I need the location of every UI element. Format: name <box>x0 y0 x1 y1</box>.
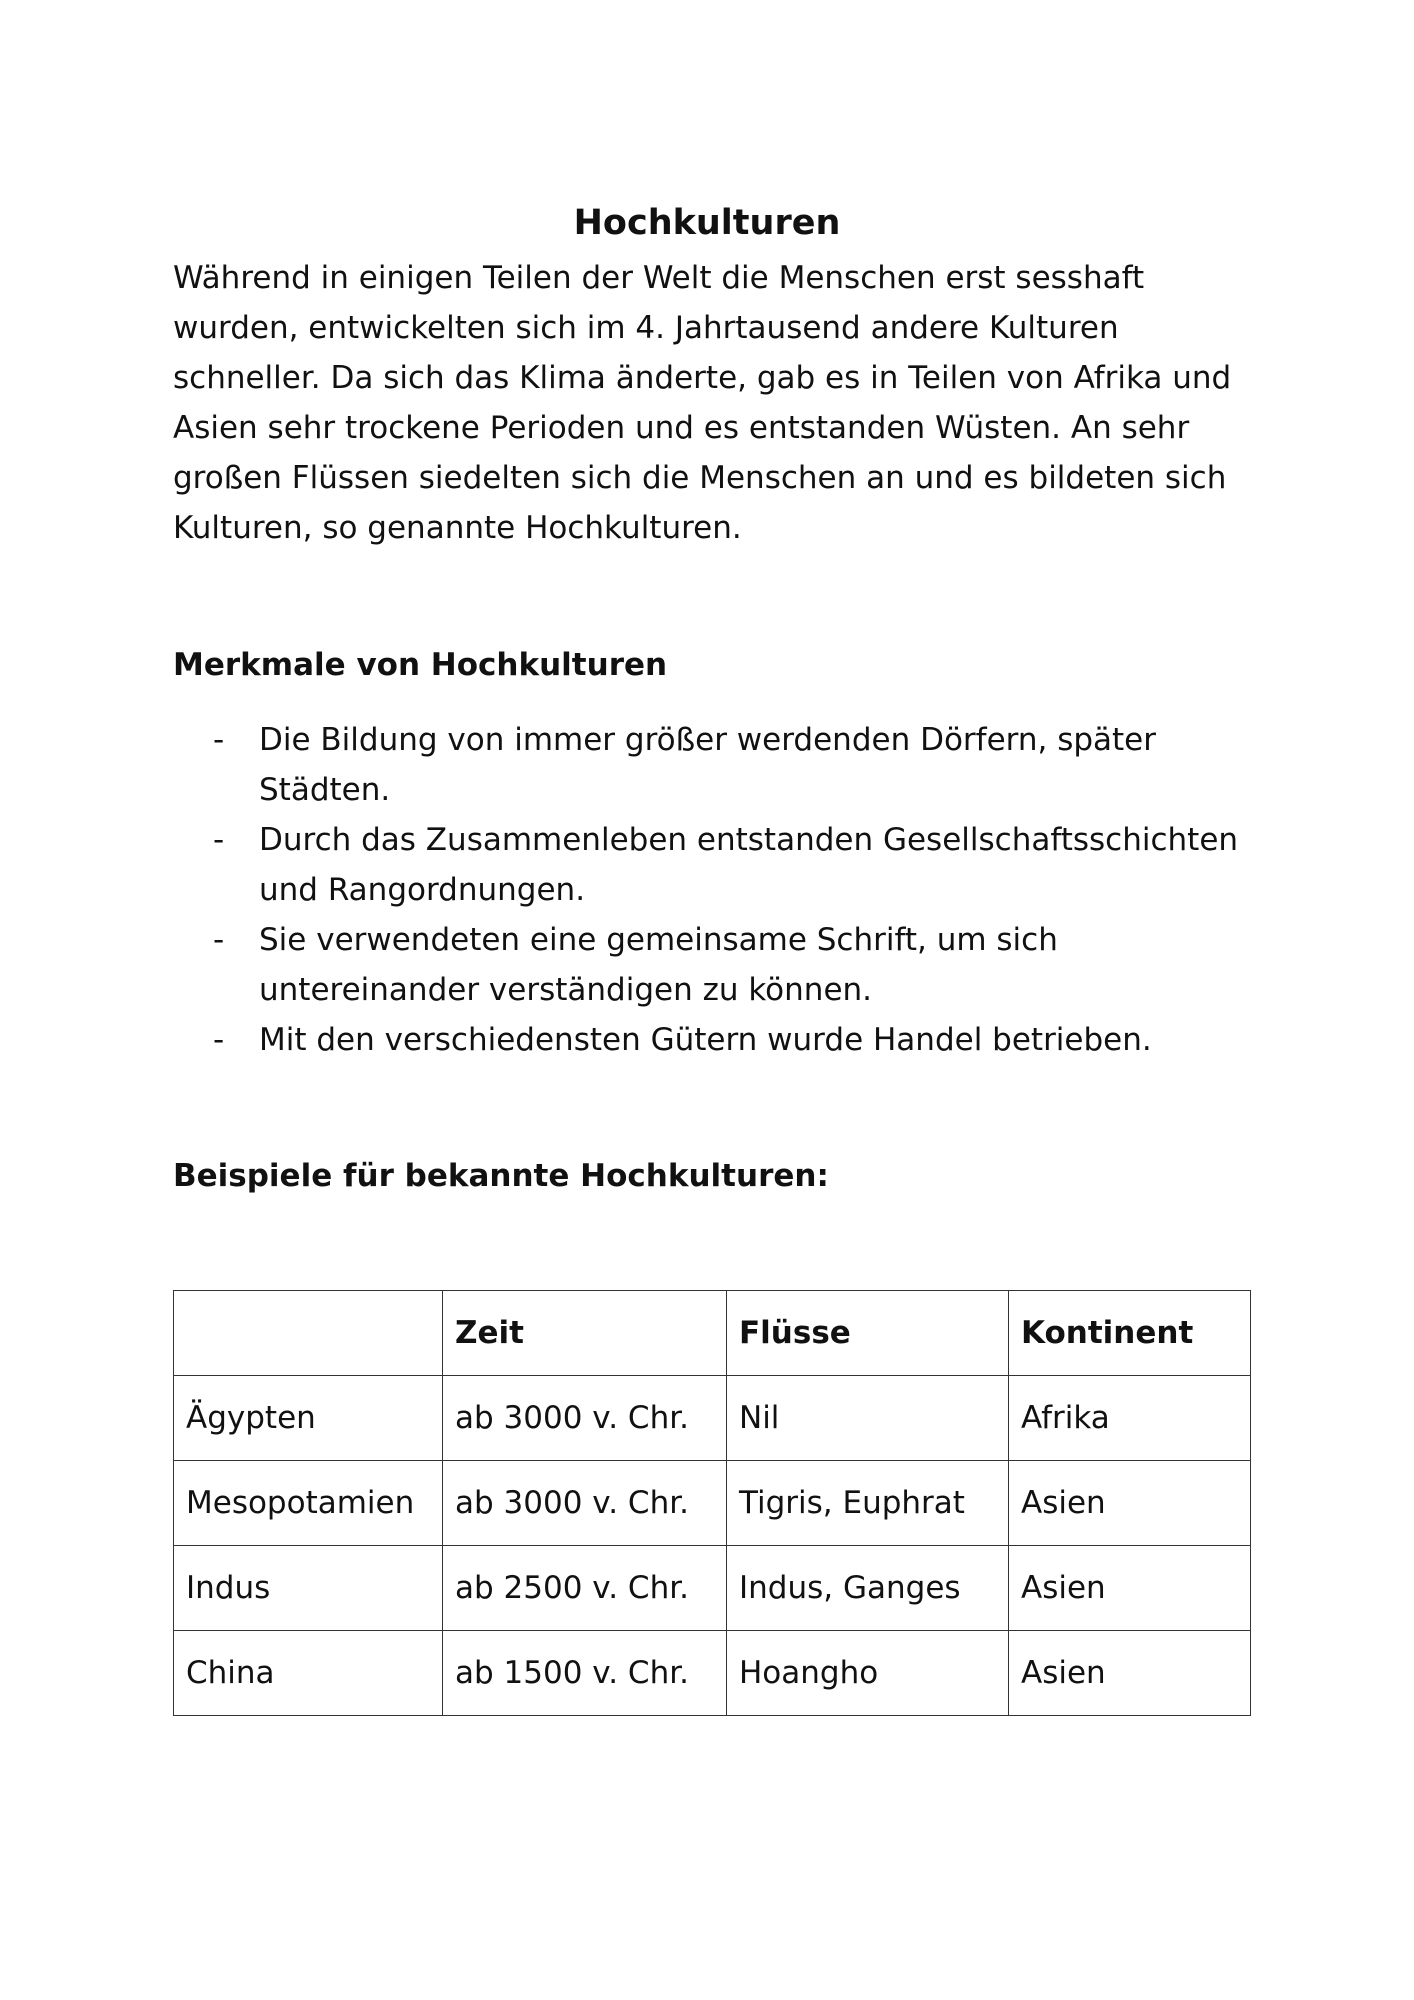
table-cell: Asien <box>1009 1461 1251 1546</box>
feature-item <box>173 815 1253 915</box>
feature-line: und Rangordnungen. <box>259 872 586 908</box>
table-cell: Asien <box>1009 1546 1251 1631</box>
feature-line: Mit den verschiedensten Gütern wurde Handel betrieben. <box>259 1022 1152 1058</box>
intro-line: schneller. Da sich das Klima änderte, gab es in Teilen von Afrika und <box>173 360 1232 396</box>
intro-line: Kulturen, so genannte Hochkulturen. <box>173 510 742 546</box>
feature-item <box>173 1015 1253 1065</box>
bullet-dash: - <box>213 1022 225 1058</box>
intro-line: Während in einigen Teilen der Welt die Menschen erst sesshaft <box>173 260 1145 296</box>
table-row <box>174 1461 1251 1546</box>
table-cell: Asien <box>1009 1631 1251 1716</box>
table-cell: Nil <box>727 1376 1009 1461</box>
table-cell: China <box>174 1631 443 1716</box>
table-cell: ab 2500 v. Chr. <box>443 1546 727 1631</box>
header-cell <box>174 1291 443 1376</box>
bullet-dash: - <box>213 922 225 958</box>
intro-line: großen Flüssen siedelten sich die Menschen an und es bildeten sich <box>173 460 1227 496</box>
feature-line: Sie verwendeten eine gemeinsame Schrift, um sich <box>259 922 1058 958</box>
table-header-row <box>174 1291 1251 1376</box>
table-cell: Tigris, Euphrat <box>727 1461 1009 1546</box>
table-cell: ab 1500 v. Chr. <box>443 1631 727 1716</box>
table-cell: ab 3000 v. Chr. <box>443 1376 727 1461</box>
intro-line: Asien sehr trockene Perioden und es entstanden Wüsten. An sehr <box>173 410 1190 446</box>
feature-line: Durch das Zusammenleben entstanden Gesellschaftsschichten <box>259 822 1239 858</box>
intro-line: wurden, entwickelten sich im 4. Jahrtausend andere Kulturen <box>173 310 1119 346</box>
examples-heading: Beispiele für bekannte Hochkulturen: <box>173 1158 829 1194</box>
table-cell: Hoangho <box>727 1631 1009 1716</box>
intro-paragraph <box>173 253 1253 553</box>
table-cell: Ägypten <box>174 1376 443 1461</box>
header-cell: Flüsse <box>727 1291 1009 1376</box>
feature-item <box>173 915 1253 1015</box>
table-row <box>174 1631 1251 1716</box>
table-row <box>174 1376 1251 1461</box>
feature-item <box>173 715 1253 815</box>
feature-line: untereinander verständigen zu können. <box>259 972 873 1008</box>
page-title: Hochkulturen <box>573 203 841 244</box>
features-heading: Merkmale von Hochkulturen <box>173 647 668 683</box>
bullet-dash: - <box>213 822 225 858</box>
table-cell: Indus <box>174 1546 443 1631</box>
header-cell: Zeit <box>443 1291 727 1376</box>
table-cell: Indus, Ganges <box>727 1546 1009 1631</box>
table-cell: ab 3000 v. Chr. <box>443 1461 727 1546</box>
table-cell: Mesopotamien <box>174 1461 443 1546</box>
table-cell: Afrika <box>1009 1376 1251 1461</box>
header-cell: Kontinent <box>1009 1291 1251 1376</box>
feature-line: Städten. <box>259 772 391 808</box>
bullet-dash: - <box>213 722 225 758</box>
table-row <box>174 1546 1251 1631</box>
cultures-table <box>173 1290 1251 1716</box>
feature-line: Die Bildung von immer größer werdenden Dörfern, später <box>259 722 1157 758</box>
features-list <box>173 715 1253 1065</box>
